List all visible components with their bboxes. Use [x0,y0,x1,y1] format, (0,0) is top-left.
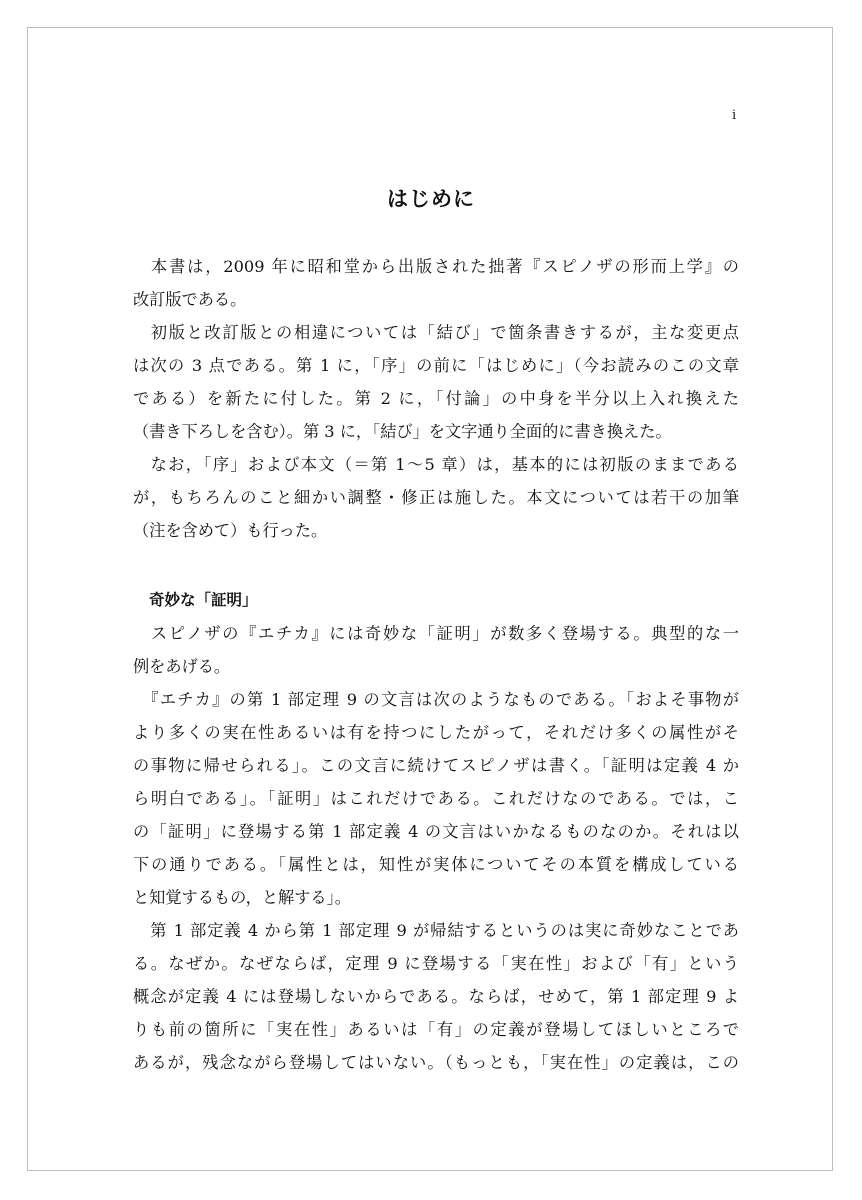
text-line: の「証明」に登場する第 1 部定義 4 の文言はいかなるものなのか。それは以 [133,822,739,841]
text-line: 改訂版である。 [133,290,247,309]
text-line: が，もちろんのこと細かい調整・修正は施した。本文については若干の加筆 [133,488,739,507]
text-line: 『エチカ』の第 1 部定理 9 の文言は次のようなものである。「およそ事物が [133,690,739,709]
text-line: 第 1 部定義 4 から第 1 部定理 9 が帰結するというのは実に奇妙なことであ [133,921,739,940]
text-line: は次の 3 点である。第 1 に，「序」の前に「はじめに」（今お読みのこの文章 [133,356,739,375]
page-number: i [732,108,737,123]
text-line: あるが，残念ながら登場してはいない。（もっとも，「実在性」の定義は，この [133,1053,739,1072]
text-line: 例をあげる。 [133,657,231,676]
text-line: （注を含めて）も行った。 [133,521,328,540]
chapter-title: はじめに [387,187,475,211]
text-line: である）を新たに付した。第 2 に，「付論」の中身を半分以上入れ換えた [133,389,739,408]
text-line: なお，「序」および本文（＝第 1〜5 章）は，基本的には初版のままである [133,455,739,474]
text-line: の事物に帰せられる」。この文言に続けてスピノザは書く。「証明は定義 4 か [133,756,739,775]
text-line: （書き下ろしを含む）。第 3 に，「結び」を文字通り全面的に書き換えた。 [133,422,672,441]
section-heading: 奇妙な「証明」 [149,591,258,609]
text-line: る。なぜか。なぜならば，定理 9 に登場する「実在性」および「有」という [133,954,739,973]
text-line: より多くの実在性あるいは有を持つにしたがって，それだけ多くの属性がそ [133,723,739,742]
section-gap [133,547,739,584]
text-line: スピノザの『エチカ』には奇妙な「証明」が数多く登場する。典型的な一 [133,624,739,643]
text-line: と知覚するもの，と解する」。 [133,888,351,907]
text-line: 本書は，2009 年に昭和堂から出版された拙著『スピノザの形而上学』の [133,257,739,276]
text-line: 概念が定義 4 には登場しないからである。ならば，せめて，第 1 部定理 9 よ [133,987,739,1006]
text-line: 初版と改訂版との相違については「結び」で箇条書きするが，主な変更点 [133,323,739,342]
text-line: 下の通りである。「属性とは，知性が実体についてその本質を構成している [133,855,739,874]
body-text [133,250,739,1079]
text-line: ら明白である」。「証明」はこれだけである。これだけなのである。では，こ [133,789,739,808]
text-line: りも前の箇所に「実在性」あるいは「有」の定義が登場してほしいところで [133,1020,739,1039]
